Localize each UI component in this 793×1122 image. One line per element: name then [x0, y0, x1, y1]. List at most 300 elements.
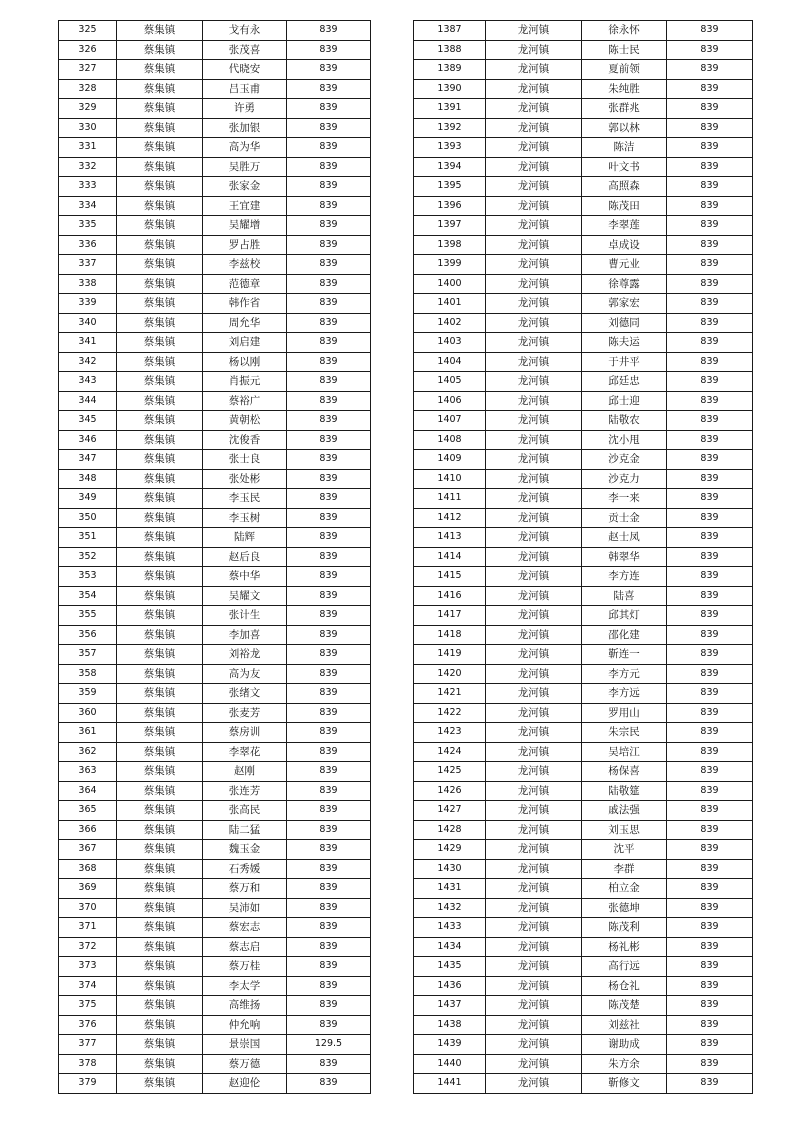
town-cell: 蔡集镇 — [117, 1074, 203, 1094]
name-cell: 张计生 — [203, 606, 287, 626]
row-number-cell: 1388 — [414, 40, 486, 60]
table-row — [414, 508, 753, 528]
row-number-cell: 352 — [59, 547, 117, 567]
name-cell: 朱纯胜 — [582, 79, 667, 99]
town-cell: 蔡集镇 — [117, 157, 203, 177]
row-number-cell: 1429 — [414, 840, 486, 860]
row-number-cell: 1399 — [414, 255, 486, 275]
amount-cell: 839 — [667, 274, 753, 294]
name-cell: 刘兹社 — [582, 1015, 667, 1035]
roster-table-left — [58, 20, 371, 1094]
table-row — [414, 177, 753, 197]
name-cell: 罗占胜 — [203, 235, 287, 255]
name-cell: 仲允响 — [203, 1015, 287, 1035]
name-cell: 沈俊香 — [203, 430, 287, 450]
table-row — [59, 976, 371, 996]
row-number-cell: 332 — [59, 157, 117, 177]
town-cell: 蔡集镇 — [117, 703, 203, 723]
table-row — [414, 606, 753, 626]
row-number-cell: 1430 — [414, 859, 486, 879]
row-number-cell: 344 — [59, 391, 117, 411]
town-cell: 蔡集镇 — [117, 294, 203, 314]
name-cell: 邱廷忠 — [582, 372, 667, 392]
row-number-cell: 1387 — [414, 21, 486, 41]
name-cell: 周允华 — [203, 313, 287, 333]
row-number-cell: 1421 — [414, 684, 486, 704]
town-cell: 龙河镇 — [486, 1015, 582, 1035]
row-number-cell: 350 — [59, 508, 117, 528]
town-cell: 蔡集镇 — [117, 391, 203, 411]
row-number-cell: 326 — [59, 40, 117, 60]
name-cell: 蔡裕广 — [203, 391, 287, 411]
roster-table-left-body — [59, 21, 371, 1094]
amount-cell: 839 — [287, 801, 371, 821]
name-cell: 蔡宏志 — [203, 918, 287, 938]
name-cell: 黄朝松 — [203, 411, 287, 431]
name-cell: 赵后良 — [203, 547, 287, 567]
table-row — [59, 450, 371, 470]
row-number-cell: 337 — [59, 255, 117, 275]
town-cell: 蔡集镇 — [117, 216, 203, 236]
name-cell: 陈夫运 — [582, 333, 667, 353]
amount-cell: 839 — [667, 664, 753, 684]
name-cell: 沙克金 — [582, 450, 667, 470]
town-cell: 蔡集镇 — [117, 60, 203, 80]
amount-cell: 839 — [667, 196, 753, 216]
row-number-cell: 1416 — [414, 586, 486, 606]
town-cell: 龙河镇 — [486, 60, 582, 80]
town-cell: 龙河镇 — [486, 645, 582, 665]
table-row — [414, 430, 753, 450]
row-number-cell: 325 — [59, 21, 117, 41]
row-number-cell: 1422 — [414, 703, 486, 723]
table-row — [59, 216, 371, 236]
town-cell: 龙河镇 — [486, 801, 582, 821]
town-cell: 蔡集镇 — [117, 255, 203, 275]
amount-cell: 839 — [287, 196, 371, 216]
table-row — [59, 684, 371, 704]
row-number-cell: 1401 — [414, 294, 486, 314]
amount-cell: 839 — [667, 450, 753, 470]
amount-cell: 839 — [667, 391, 753, 411]
name-cell: 李一来 — [582, 489, 667, 509]
name-cell: 张士良 — [203, 450, 287, 470]
table-row — [59, 469, 371, 489]
amount-cell: 839 — [287, 820, 371, 840]
name-cell: 邱士迎 — [582, 391, 667, 411]
town-cell: 龙河镇 — [486, 586, 582, 606]
row-number-cell: 347 — [59, 450, 117, 470]
amount-cell: 839 — [667, 1054, 753, 1074]
table-row — [59, 177, 371, 197]
name-cell: 陆敬筵 — [582, 781, 667, 801]
name-cell: 赵迎伦 — [203, 1074, 287, 1094]
table-row — [59, 703, 371, 723]
row-number-cell: 331 — [59, 138, 117, 158]
name-cell: 张连芳 — [203, 781, 287, 801]
name-cell: 陆辉 — [203, 528, 287, 548]
town-cell: 蔡集镇 — [117, 645, 203, 665]
row-number-cell: 346 — [59, 430, 117, 450]
amount-cell: 839 — [287, 508, 371, 528]
row-number-cell: 366 — [59, 820, 117, 840]
table-row — [59, 99, 371, 119]
row-number-cell: 339 — [59, 294, 117, 314]
amount-cell: 839 — [667, 703, 753, 723]
amount-cell: 839 — [287, 976, 371, 996]
town-cell: 蔡集镇 — [117, 781, 203, 801]
name-cell: 高照森 — [582, 177, 667, 197]
name-cell: 韩作省 — [203, 294, 287, 314]
table-row — [414, 79, 753, 99]
table-row — [59, 118, 371, 138]
town-cell: 龙河镇 — [486, 79, 582, 99]
table-row — [414, 684, 753, 704]
table-row — [414, 976, 753, 996]
table-row — [414, 547, 753, 567]
table-row — [414, 859, 753, 879]
town-cell: 蔡集镇 — [117, 21, 203, 41]
amount-cell: 839 — [667, 99, 753, 119]
table-row — [59, 957, 371, 977]
town-cell: 龙河镇 — [486, 762, 582, 782]
row-number-cell: 1410 — [414, 469, 486, 489]
amount-cell: 839 — [287, 723, 371, 743]
table-row — [59, 196, 371, 216]
name-cell: 李方元 — [582, 664, 667, 684]
row-number-cell: 373 — [59, 957, 117, 977]
table-row — [414, 762, 753, 782]
row-number-cell: 1426 — [414, 781, 486, 801]
row-number-cell: 333 — [59, 177, 117, 197]
name-cell: 许勇 — [203, 99, 287, 119]
town-cell: 蔡集镇 — [117, 567, 203, 587]
table-row — [414, 1054, 753, 1074]
table-row — [414, 918, 753, 938]
amount-cell: 839 — [667, 937, 753, 957]
town-cell: 龙河镇 — [486, 996, 582, 1016]
name-cell: 罗用山 — [582, 703, 667, 723]
town-cell: 龙河镇 — [486, 177, 582, 197]
row-number-cell: 1405 — [414, 372, 486, 392]
town-cell: 龙河镇 — [486, 352, 582, 372]
town-cell: 蔡集镇 — [117, 235, 203, 255]
name-cell: 刘启建 — [203, 333, 287, 353]
amount-cell: 839 — [287, 840, 371, 860]
amount-cell: 839 — [667, 1035, 753, 1055]
table-row — [414, 40, 753, 60]
amount-cell: 839 — [287, 645, 371, 665]
amount-cell: 839 — [287, 40, 371, 60]
table-row — [414, 1015, 753, 1035]
amount-cell: 839 — [667, 411, 753, 431]
table-row — [59, 820, 371, 840]
name-cell: 卓成设 — [582, 235, 667, 255]
row-number-cell: 372 — [59, 937, 117, 957]
name-cell: 郭以林 — [582, 118, 667, 138]
row-number-cell: 343 — [59, 372, 117, 392]
town-cell: 龙河镇 — [486, 528, 582, 548]
town-cell: 蔡集镇 — [117, 1054, 203, 1074]
town-cell: 蔡集镇 — [117, 684, 203, 704]
name-cell: 韩翠华 — [582, 547, 667, 567]
town-cell: 蔡集镇 — [117, 118, 203, 138]
town-cell: 龙河镇 — [486, 118, 582, 138]
name-cell: 戚法强 — [582, 801, 667, 821]
name-cell: 张麦芳 — [203, 703, 287, 723]
amount-cell: 839 — [667, 60, 753, 80]
row-number-cell: 338 — [59, 274, 117, 294]
town-cell: 龙河镇 — [486, 235, 582, 255]
amount-cell: 839 — [667, 723, 753, 743]
row-number-cell: 1414 — [414, 547, 486, 567]
name-cell: 杨以刚 — [203, 352, 287, 372]
row-number-cell: 328 — [59, 79, 117, 99]
row-number-cell: 1391 — [414, 99, 486, 119]
town-cell: 龙河镇 — [486, 684, 582, 704]
town-cell: 蔡集镇 — [117, 664, 203, 684]
town-cell: 蔡集镇 — [117, 508, 203, 528]
table-row — [59, 274, 371, 294]
name-cell: 张德坤 — [582, 898, 667, 918]
town-cell: 龙河镇 — [486, 196, 582, 216]
town-cell: 龙河镇 — [486, 255, 582, 275]
table-row — [59, 781, 371, 801]
row-number-cell: 378 — [59, 1054, 117, 1074]
town-cell: 龙河镇 — [486, 820, 582, 840]
town-cell: 龙河镇 — [486, 976, 582, 996]
row-number-cell: 1438 — [414, 1015, 486, 1035]
amount-cell: 839 — [667, 996, 753, 1016]
name-cell: 高行远 — [582, 957, 667, 977]
table-row — [59, 313, 371, 333]
row-number-cell: 1425 — [414, 762, 486, 782]
row-number-cell: 377 — [59, 1035, 117, 1055]
town-cell: 蔡集镇 — [117, 333, 203, 353]
row-number-cell: 379 — [59, 1074, 117, 1094]
town-cell: 蔡集镇 — [117, 742, 203, 762]
name-cell: 沈小甩 — [582, 430, 667, 450]
name-cell: 张处彬 — [203, 469, 287, 489]
table-row — [59, 996, 371, 1016]
table-row — [414, 840, 753, 860]
row-number-cell: 330 — [59, 118, 117, 138]
amount-cell: 839 — [667, 781, 753, 801]
row-number-cell: 335 — [59, 216, 117, 236]
town-cell: 蔡集镇 — [117, 313, 203, 333]
row-number-cell: 340 — [59, 313, 117, 333]
name-cell: 刘裕龙 — [203, 645, 287, 665]
roster-table-right — [413, 20, 753, 1094]
town-cell: 龙河镇 — [486, 411, 582, 431]
town-cell: 龙河镇 — [486, 840, 582, 860]
table-row — [59, 567, 371, 587]
town-cell: 蔡集镇 — [117, 820, 203, 840]
row-number-cell: 364 — [59, 781, 117, 801]
town-cell: 蔡集镇 — [117, 625, 203, 645]
name-cell: 邱其灯 — [582, 606, 667, 626]
town-cell: 蔡集镇 — [117, 1015, 203, 1035]
amount-cell: 839 — [667, 606, 753, 626]
name-cell: 蔡房训 — [203, 723, 287, 743]
amount-cell: 839 — [667, 21, 753, 41]
name-cell: 杨保喜 — [582, 762, 667, 782]
town-cell: 龙河镇 — [486, 21, 582, 41]
name-cell: 沈平 — [582, 840, 667, 860]
table-row — [59, 898, 371, 918]
name-cell: 陆二猛 — [203, 820, 287, 840]
town-cell: 蔡集镇 — [117, 762, 203, 782]
name-cell: 徐尊露 — [582, 274, 667, 294]
table-row — [414, 411, 753, 431]
amount-cell: 839 — [287, 684, 371, 704]
amount-cell: 839 — [287, 762, 371, 782]
row-number-cell: 1417 — [414, 606, 486, 626]
table-row — [59, 411, 371, 431]
table-row — [59, 664, 371, 684]
table-row — [414, 664, 753, 684]
table-row — [414, 235, 753, 255]
table-row — [59, 606, 371, 626]
row-number-cell: 1412 — [414, 508, 486, 528]
name-cell: 张加银 — [203, 118, 287, 138]
amount-cell: 839 — [667, 294, 753, 314]
table-row — [414, 781, 753, 801]
row-number-cell: 1398 — [414, 235, 486, 255]
town-cell: 蔡集镇 — [117, 450, 203, 470]
amount-cell: 839 — [667, 118, 753, 138]
amount-cell: 839 — [287, 274, 371, 294]
table-row — [414, 157, 753, 177]
amount-cell: 839 — [667, 957, 753, 977]
row-number-cell: 1400 — [414, 274, 486, 294]
town-cell: 蔡集镇 — [117, 976, 203, 996]
town-cell: 蔡集镇 — [117, 801, 203, 821]
table-row — [59, 430, 371, 450]
table-row — [414, 216, 753, 236]
amount-cell: 839 — [287, 118, 371, 138]
table-row — [59, 742, 371, 762]
amount-cell: 839 — [667, 918, 753, 938]
table-row — [414, 352, 753, 372]
name-cell: 李翠花 — [203, 742, 287, 762]
table-row — [414, 313, 753, 333]
name-cell: 靳连一 — [582, 645, 667, 665]
table-row — [59, 60, 371, 80]
amount-cell: 839 — [667, 528, 753, 548]
table-row — [414, 723, 753, 743]
row-number-cell: 1419 — [414, 645, 486, 665]
town-cell: 蔡集镇 — [117, 859, 203, 879]
name-cell: 贡士金 — [582, 508, 667, 528]
town-cell: 龙河镇 — [486, 723, 582, 743]
table-row — [414, 21, 753, 41]
name-cell: 张绪文 — [203, 684, 287, 704]
row-number-cell: 1415 — [414, 567, 486, 587]
table-row — [59, 1015, 371, 1035]
town-cell: 龙河镇 — [486, 274, 582, 294]
row-number-cell: 1431 — [414, 879, 486, 899]
amount-cell: 839 — [667, 762, 753, 782]
name-cell: 王宜建 — [203, 196, 287, 216]
row-number-cell: 1428 — [414, 820, 486, 840]
table-row — [59, 391, 371, 411]
name-cell: 陈茂楚 — [582, 996, 667, 1016]
row-number-cell: 375 — [59, 996, 117, 1016]
town-cell: 蔡集镇 — [117, 99, 203, 119]
row-number-cell: 1440 — [414, 1054, 486, 1074]
row-number-cell: 1393 — [414, 138, 486, 158]
amount-cell: 839 — [667, 489, 753, 509]
row-number-cell: 363 — [59, 762, 117, 782]
table-row — [414, 196, 753, 216]
amount-cell: 839 — [287, 313, 371, 333]
name-cell: 杨礼彬 — [582, 937, 667, 957]
row-number-cell: 376 — [59, 1015, 117, 1035]
table-row — [414, 879, 753, 899]
amount-cell: 839 — [667, 333, 753, 353]
name-cell: 靳修文 — [582, 1074, 667, 1094]
town-cell: 蔡集镇 — [117, 430, 203, 450]
town-cell: 龙河镇 — [486, 430, 582, 450]
name-cell: 陈洁 — [582, 138, 667, 158]
row-number-cell: 368 — [59, 859, 117, 879]
table-row — [414, 391, 753, 411]
row-number-cell: 1433 — [414, 918, 486, 938]
amount-cell: 839 — [667, 138, 753, 158]
town-cell: 龙河镇 — [486, 567, 582, 587]
town-cell: 龙河镇 — [486, 372, 582, 392]
town-cell: 龙河镇 — [486, 313, 582, 333]
town-cell: 蔡集镇 — [117, 411, 203, 431]
name-cell: 吴耀文 — [203, 586, 287, 606]
amount-cell: 839 — [287, 918, 371, 938]
town-cell: 蔡集镇 — [117, 996, 203, 1016]
amount-cell: 839 — [287, 781, 371, 801]
amount-cell: 839 — [287, 1054, 371, 1074]
town-cell: 龙河镇 — [486, 138, 582, 158]
row-number-cell: 327 — [59, 60, 117, 80]
amount-cell: 839 — [667, 859, 753, 879]
name-cell: 柏立金 — [582, 879, 667, 899]
town-cell: 蔡集镇 — [117, 1035, 203, 1055]
amount-cell: 839 — [287, 859, 371, 879]
row-number-cell: 1397 — [414, 216, 486, 236]
town-cell: 龙河镇 — [486, 99, 582, 119]
name-cell: 朱宗民 — [582, 723, 667, 743]
town-cell: 蔡集镇 — [117, 138, 203, 158]
town-cell: 蔡集镇 — [117, 79, 203, 99]
name-cell: 吴培江 — [582, 742, 667, 762]
table-row — [59, 586, 371, 606]
town-cell: 龙河镇 — [486, 957, 582, 977]
table-row — [59, 762, 371, 782]
table-row — [414, 450, 753, 470]
table-row — [414, 60, 753, 80]
table-row — [414, 625, 753, 645]
town-cell: 龙河镇 — [486, 333, 582, 353]
town-cell: 龙河镇 — [486, 40, 582, 60]
amount-cell: 839 — [287, 996, 371, 1016]
amount-cell: 839 — [287, 216, 371, 236]
name-cell: 高为友 — [203, 664, 287, 684]
amount-cell: 839 — [667, 684, 753, 704]
row-number-cell: 354 — [59, 586, 117, 606]
town-cell: 龙河镇 — [486, 937, 582, 957]
name-cell: 张群兆 — [582, 99, 667, 119]
row-number-cell: 1413 — [414, 528, 486, 548]
row-number-cell: 329 — [59, 99, 117, 119]
